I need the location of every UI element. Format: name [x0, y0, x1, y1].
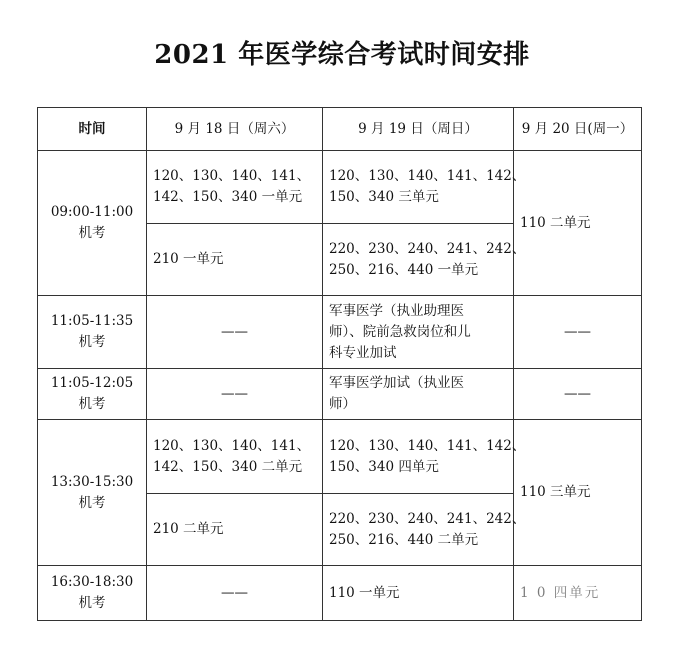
document-title: 2021 年医学综合考试时间安排: [154, 40, 530, 70]
cell-sep18-slot4-b: 210 二单元: [147, 494, 323, 566]
time-cell: [38, 296, 147, 369]
time-cell: [38, 566, 147, 621]
time-range: 16:30-18:30: [50, 574, 134, 590]
cell-sep19-slot4-a: 120、130、140、141、142、 150、340 四单元: [323, 420, 514, 494]
exam-mode: 机考: [78, 595, 106, 611]
table-row: [38, 566, 642, 621]
cell-sep20-slot3: ——: [514, 369, 642, 420]
cell-sep18-slot3: ——: [147, 369, 323, 420]
exam-mode: 机考: [78, 396, 106, 412]
cell-sep18-slot1-a: 120、130、140、141、 142、150、340 一单元: [147, 151, 323, 224]
table-row: [38, 420, 642, 494]
cell-sep19-slot3: 军事医学加试（执业医 师）: [323, 369, 514, 420]
time-cell: [38, 151, 147, 296]
header-sep-20: 9 月 20 日(周一）: [514, 108, 642, 151]
cell-sep20-slot4: 110 三单元: [514, 420, 642, 566]
header-sep-18: 9 月 18 日（周六）: [147, 108, 323, 151]
time-range: 09:00-11:00: [50, 204, 134, 220]
cell-sep19-slot4-b: 220、230、240、241、242、 250、216、440 二单元: [323, 494, 514, 566]
table-header-row: [38, 108, 642, 151]
cell-sep20-slot5: 1 0 四单元: [514, 566, 642, 621]
table-row: [38, 151, 642, 224]
header-time: 时间: [38, 108, 147, 151]
time-range: 13:30-15:30: [50, 473, 134, 490]
cell-sep20-slot2: ——: [514, 296, 642, 369]
time-range: 11:05-12:05: [50, 375, 134, 391]
table-row: [38, 296, 642, 369]
time-cell: [38, 420, 147, 566]
table-row: [38, 369, 642, 420]
exam-mode: 机考: [78, 334, 106, 350]
cell-sep18-slot5: ——: [147, 566, 323, 621]
cell-sep18-slot4-a: 120、130、140、141、 142、150、340 二单元: [147, 420, 323, 494]
exam-schedule-table: [37, 107, 642, 621]
cell-sep20-slot1: 110 二单元: [514, 151, 642, 296]
exam-mode: 机考: [78, 494, 106, 511]
exam-mode: 机考: [78, 225, 106, 241]
cell-sep19-slot1-a: 120、130、140、141、142、 150、340 三单元: [323, 151, 514, 224]
cell-sep19-slot2: 军事医学（执业助理医 师）、院前急救岗位和儿 科专业加试: [323, 296, 514, 369]
cell-sep18-slot1-b: 210 一单元: [147, 224, 323, 296]
time-range: 11:05-11:35: [50, 313, 134, 329]
header-sep-19: 9 月 19 日（周日）: [323, 108, 514, 151]
cell-sep19-slot1-b: 220、230、240、241、242、 250、216、440 一单元: [323, 224, 514, 296]
cell-sep19-slot5: 110 一单元: [323, 566, 514, 621]
time-cell: [38, 369, 147, 420]
cell-sep18-slot2: ——: [147, 296, 323, 369]
